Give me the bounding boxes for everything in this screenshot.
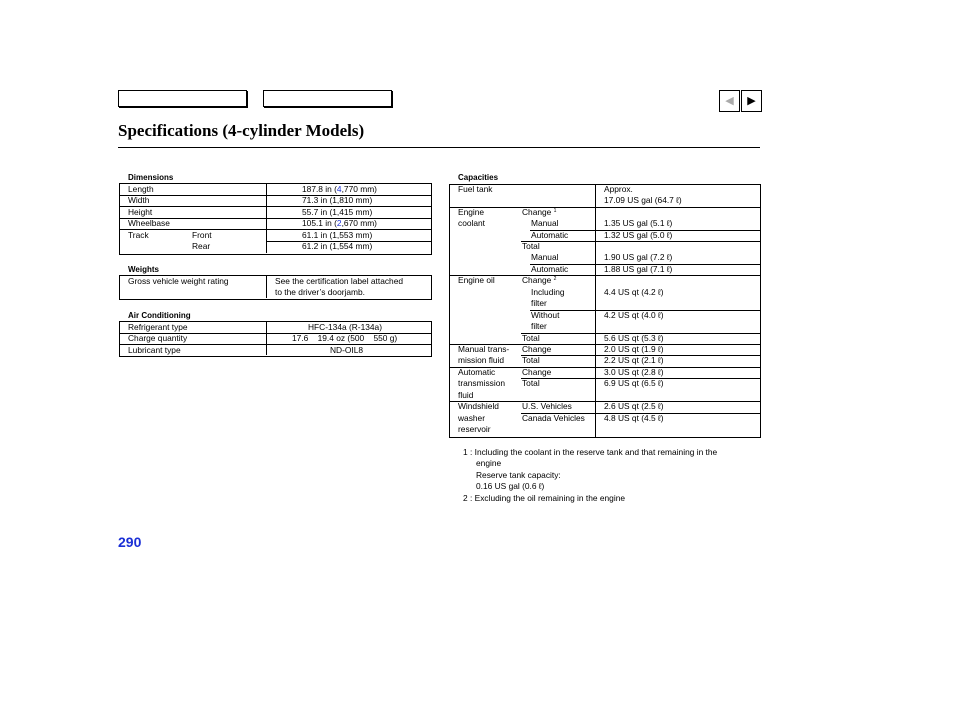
atf-change-value: 3.0 US qt (2.8 ℓ): [604, 367, 664, 377]
wheelbase-label: Wheelbase: [128, 218, 170, 228]
oil-including-label: Including: [531, 287, 565, 297]
nav-tab-index[interactable]: [263, 90, 392, 107]
coolant-label-2: coolant: [458, 218, 486, 228]
height-value: 55.7 in (1,415 mm): [302, 207, 373, 217]
washer-label-3: reservoir: [458, 424, 491, 434]
width-label: Width: [128, 195, 150, 205]
atf-change-label: Change: [522, 367, 552, 377]
track-front-label: Front: [192, 230, 212, 240]
footnote-ref-2: 2: [553, 276, 557, 282]
width-value: 71.3 in (1,810 mm): [302, 195, 373, 205]
fuel-tank-label: Fuel tank: [458, 184, 493, 194]
footnote-1-line3: Reserve tank capacity:: [476, 470, 561, 480]
prev-page-button[interactable]: [719, 90, 740, 112]
coolant-change-label: Change $^1$: [522, 207, 557, 217]
fuel-approx: Approx.: [604, 184, 633, 194]
footnote-1-line4: 0.16 US gal (0.6 ℓ): [476, 481, 545, 491]
oil-total-value: 5.6 US qt (5.3 ℓ): [604, 333, 664, 343]
track-label: Track: [128, 230, 149, 240]
mtf-total-value: 2.2 US qt (2.1 ℓ): [604, 355, 664, 365]
wheelbase-value: 105.1 in (2,670 mm): [302, 218, 377, 228]
length-value: 187.8 in (4,770 mm): [302, 184, 377, 194]
mtf-label-2: mission fluid: [458, 355, 505, 365]
refrigerant-label: Refrigerant type: [128, 322, 188, 332]
triangle-right-icon: ▶: [747, 95, 756, 107]
mtf-label-1: Manual trans-: [458, 344, 510, 354]
washer-label-2: washer: [458, 413, 485, 423]
washer-canada-value: 4.8 US qt (4.5 ℓ): [604, 413, 664, 423]
ac-heading: Air Conditioning: [128, 311, 191, 320]
length-link[interactable]: 4: [336, 184, 342, 194]
mtf-change-value: 2.0 US qt (1.9 ℓ): [604, 344, 664, 354]
track-rear-value: 61.2 in (1,554 mm): [302, 241, 373, 251]
fuel-tank-value: 17.09 US gal (64.7 ℓ): [604, 195, 682, 205]
washer-canada-label: Canada Vehicles: [522, 413, 585, 423]
charge-label: Charge quantity: [128, 333, 188, 343]
coolant-change-auto-label: Automatic: [531, 230, 569, 240]
footnote-2: 2 : Excluding the oil remaining in the engine: [463, 493, 626, 503]
oil-without-filter-label: filter: [531, 321, 547, 331]
atf-total-value: 6.9 US qt (6.5 ℓ): [604, 378, 664, 388]
gvwr-value-line1: See the certification label attached: [275, 276, 404, 286]
capacities-heading: Capacities: [458, 173, 499, 182]
oil-without-value: 4.2 US qt (4.0 ℓ): [604, 310, 664, 320]
nav-tab-contents[interactable]: [118, 90, 247, 107]
oil-including-value: 4.4 US qt (4.2 ℓ): [604, 287, 664, 297]
lubricant-label: Lubricant type: [128, 345, 181, 355]
atf-label-1: Automatic: [458, 367, 496, 377]
title-divider: [118, 147, 760, 148]
charge-value: 17.6 19.4 oz (500 550 g): [292, 333, 398, 343]
atf-label-2: transmission: [458, 378, 506, 388]
washer-label-1: Windshield: [458, 401, 499, 411]
footnote-1-line1: 1 : Including the coolant in the reserve tank and that remaining in the: [463, 447, 718, 457]
gvwr-label: Gross vehicle weight rating: [128, 276, 229, 286]
refrigerant-value: HFC-134a (R-134a): [308, 322, 383, 332]
footnote-1-line2: engine: [476, 458, 502, 468]
washer-us-value: 2.6 US qt (2.5 ℓ): [604, 401, 664, 411]
gvwr-value-line2: to the driver’s doorjamb.: [275, 287, 365, 297]
coolant-total-manual-value: 1.90 US gal (7.2 ℓ): [604, 252, 673, 262]
oil-including-filter-label: filter: [531, 298, 547, 308]
oil-change-label: Change $^2$: [522, 275, 557, 285]
atf-label-3: fluid: [458, 390, 474, 400]
mtf-total-label: Total: [522, 355, 540, 365]
lubricant-value: ND-OIL8: [330, 345, 364, 355]
footnote-ref-1: 1: [553, 208, 557, 214]
coolant-total-auto-value: 1.88 US gal (7.1 ℓ): [604, 264, 673, 274]
page-number: 290: [118, 534, 142, 550]
atf-total-label: Total: [522, 378, 540, 388]
next-page-button[interactable]: [741, 90, 762, 112]
coolant-total-manual-label: Manual: [531, 252, 559, 262]
oil-label: Engine oil: [458, 275, 495, 285]
oil-without-label: Without: [531, 310, 560, 320]
coolant-change-manual-value: 1.35 US gal (5.1 ℓ): [604, 218, 673, 228]
coolant-label-1: Engine: [458, 207, 485, 217]
dimensions-heading: Dimensions: [128, 173, 174, 182]
triangle-left-icon: ◀: [725, 95, 734, 107]
height-label: Height: [128, 207, 153, 217]
mtf-change-label: Change: [522, 344, 552, 354]
wheelbase-link[interactable]: 2: [336, 218, 342, 228]
coolant-total-auto-label: Automatic: [531, 264, 569, 274]
track-rear-label: Rear: [192, 241, 211, 251]
page-title: Specifications (4-cylinder Models): [118, 121, 365, 140]
track-front-value: 61.1 in (1,553 mm): [302, 230, 373, 240]
length-label: Length: [128, 184, 154, 194]
coolant-change-manual-label: Manual: [531, 218, 559, 228]
weights-heading: Weights: [128, 265, 159, 274]
coolant-change-auto-value: 1.32 US gal (5.0 ℓ): [604, 230, 673, 240]
coolant-total-label: Total: [522, 241, 540, 251]
oil-total-label: Total: [522, 333, 540, 343]
washer-us-label: U.S. Vehicles: [522, 401, 572, 411]
